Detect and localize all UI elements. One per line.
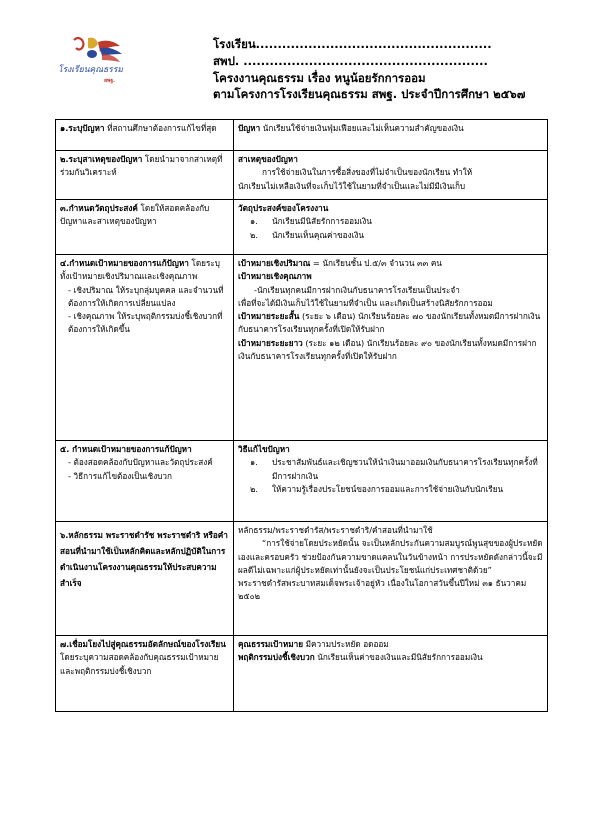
- item-text: นักเรียนมีนิสัยรักการออมเงิน: [272, 216, 372, 227]
- royal-quote: “การใช้จ่ายโดยประหยัดนั้น จะเป็นหลักประกันความสมบูรณ์พูนสุขของผู้ประหยัดเองและครอบครัว ช่วยป้องกันความขาดแคลนในวันข้างหน้า การประหยัดดังกล่าวนี้จะมีผลดีไม่เฉพาะแก่ผู้ประหยัดเท่านั้นยังจะเป็นประโยชน์แก่ประเทศชาติด้วย”: [238, 538, 543, 575]
- quote-source: พระราชดำรัสพระบาทสมเด็จพระเจ้าอยู่หัว เนื่องในโอกาสวันขึ้นปีใหม่ ๓๑ ธันวาคม ๒๕๐๒: [238, 578, 527, 602]
- item-number: ๑.: [250, 457, 258, 468]
- row7-label-bold: ๗.เชื่อมโยงไปสู่คุณธรรมอัตลักษณ์ของโรงเรียน: [60, 639, 226, 649]
- row3-content-title: วัตถุประสงค์ของโครงงาน: [238, 203, 329, 213]
- table-row: [56, 200, 548, 255]
- row5-label-bold: ๕. กำหนดเป้าหมายของการแก้ปัญหา: [60, 444, 192, 454]
- list-item: [238, 483, 543, 496]
- table-row: [56, 522, 548, 636]
- quality-goal-p1: -นักเรียนทุกคนมีการฝากเงินกับธนาคารโรงเรียนเป็นประจำ: [254, 284, 460, 295]
- long-term-goal-rest: (ระยะ ๑๒ เดือน) นักเรียนร้อยละ ๙๐ ของนักเรียนทั้งหมดมีการฝากเงินกับธนาคารโรงเรียนทุกครั้งที่เปิดให้รับฝาก: [238, 337, 537, 362]
- row2-label-bold: ๒.ระบุสาเหตุของปัญหา: [60, 154, 143, 164]
- logo-text: โรงเรียนคุณธรรม: [58, 65, 124, 75]
- row1-content-rest: นักเรียนใช้จ่ายเงินฟุ่มเฟือยและไม่เห็นความสำคัญของเงิน: [260, 123, 464, 133]
- positive-behavior-bold: พฤติกรรมบ่งชี้เชิงบวก: [238, 652, 315, 663]
- row6-content-p0: หลักธรรม/พระราชดำรัส/พระราชดำริ/คำสอนที่นำมาใช้: [238, 525, 433, 535]
- table-row: [56, 255, 548, 441]
- item-text: นักเรียนเห็นคุณค่าของเงิน: [272, 229, 364, 240]
- row5-label-bullet2: - วิธีการแก้ไขต้องเป็นเชิงบวก: [68, 470, 172, 481]
- target-virtue-rest: มีความประหยัด อดออม: [303, 639, 389, 649]
- project-subtitle: ตามโครงการโรงเรียนคุณธรรม สพฐ. ประจำปีการศึกษา ๒๕๖๗: [213, 87, 526, 102]
- short-term-goal-rest: (ระยะ ๖ เดือน) นักเรียนร้อยละ ๗๐ ของนักเรียนทั้งหมดมีการฝากเงินกับธนาคารโรงเรียนทุกครั้งที่เปิดให้รับฝาก: [238, 311, 541, 335]
- row2-content-p2: นักเรียนไม่เหลือเงินที่จะเก็บไว้ใช้ในยามที่จำเป็นและไม่มีมีเงินเก็บ: [238, 180, 466, 191]
- item-text: ประชาสัมพันธ์และเชิญชวนให้นำเงินมาออมเงินกับธนาคารโรงเรียนทุกครั้งที่มีการฝากเงิน: [272, 457, 538, 481]
- row7-label-rest: โดยระบุความสอดคล้องกับคุณธรรมเป้าหมายและพฤติกรรมบ่งชี้เชิงบวก: [60, 652, 219, 676]
- row1-content-bold: ปัญหา: [238, 123, 261, 133]
- row6-label-bold: ๖.หลักธรรม พระราชดำรัช พระราชดำริ หรือคำสอนที่นำมาใช้เป็นหลักคิดและหลักปฏิบัติในการดำเนินงานโครงงานคุณธรรมให้ประสบความสำเร็จ: [60, 530, 228, 588]
- row2-content-p1: การใช้จ่ายเงินในการซื้อสิ่งของที่ไม่จำเป็นของนักเรียน ทำให้: [262, 167, 473, 178]
- list-item: [238, 456, 543, 483]
- item-number: ๒.: [250, 483, 258, 494]
- row7-content-cell: [234, 636, 548, 712]
- long-term-goal-bold: เป้าหมายระยะยาว: [238, 337, 303, 348]
- row4-label-bold: ๔.กำหนดเป้าหมายของการแก้ปัญหา: [60, 258, 189, 268]
- table-row: [56, 441, 548, 522]
- row1-label-cell: [56, 120, 234, 151]
- row3-label-bold: ๓.กำหนดวัตถุประสงค์: [60, 203, 138, 213]
- row4-content-cell: [234, 255, 548, 441]
- row7-label-cell: [56, 636, 234, 712]
- school-logo: [52, 34, 136, 92]
- row3-label-cell: [56, 200, 234, 255]
- district-line: สพป. ........................................................: [213, 53, 488, 68]
- row3-label-rest: โดยให้สอดคล้องกับปัญหาและสาเหตุของปัญหา: [60, 203, 210, 227]
- item-number: ๒.: [250, 229, 258, 240]
- quantity-goal-bold: เป้าหมายเชิงปริมาณ: [238, 258, 311, 268]
- row2-content-cell: [234, 151, 548, 200]
- row2-label-cell: [56, 151, 234, 200]
- row1-label-bold: ๑.ระบุปัญหา: [60, 123, 105, 133]
- table-row: [56, 636, 548, 712]
- row3-content-cell: [234, 200, 548, 255]
- document-header: [213, 36, 573, 103]
- row6-label-cell: [56, 522, 234, 636]
- list-item: [238, 215, 543, 228]
- item-text: ให้ความรู้เรื่องประโยชน์ของการออมและการใช้จ่ายเงินกับนักเรียน: [272, 483, 504, 494]
- row5-label-bullet1: - ต้องสอดคล้องกับปัญหาและวัตถุประสงค์: [68, 457, 213, 468]
- short-term-goal-bold: เป้าหมายระยะสั้น: [238, 311, 300, 322]
- school-name-line: โรงเรียน......................................................: [213, 37, 492, 51]
- logo-subtext: สพฐ.: [104, 78, 116, 84]
- row5-label-cell: [56, 441, 234, 522]
- list-item: [238, 229, 543, 242]
- row4-label-bullet1: - เชิงปริมาณ ให้ระบุกลุ่มบุคคล และจำนวนที่ต้องการให้เกิดการเปลี่ยนแปลง: [68, 284, 224, 308]
- row5-content-title: วิธีแก้ไขปัญหา: [238, 444, 290, 454]
- row4-label-bullet2: - เชิงคุณภาพ ให้ระบุพฤติกรรมบ่งชี้เชิงบวกที่ต้องการให้เกิดขึ้น: [68, 311, 223, 335]
- table-row: [56, 151, 548, 200]
- row2-content-title: สาเหตุของปัญหา: [238, 154, 298, 164]
- target-virtue-bold: คุณธรรมเป้าหมาย: [238, 639, 304, 649]
- positive-behavior-rest: นักเรียนเห็นค่าของเงินและมีนิสัยรักการออมเงิน: [314, 652, 483, 663]
- row1-content-cell: [234, 120, 548, 151]
- row4-label-cell: [56, 255, 234, 441]
- row4-label-rest: โดยระบุทั้งเป้าหมายเชิงปริมาณและเชิงคุณภาพ: [60, 258, 220, 282]
- quantity-goal-rest: = นักเรียนชั้น ป.๕/๓ จำนวน ๓๓ คน: [310, 258, 442, 268]
- quality-goal-title: เป้าหมายเชิงคุณภาพ: [238, 271, 312, 282]
- row1-label-rest: ที่สถานศึกษาต้องการแก้ไขที่สุด: [104, 123, 217, 133]
- quality-goal-p2: เพื่อที่จะได้มีเงินเก็บไว้ใช้ในยามที่จำเป็น และเกิดเป็นสร้างนิสัยรักการออม: [238, 297, 493, 308]
- table-row: [56, 120, 548, 151]
- row6-content-cell: [234, 522, 548, 636]
- row2-label-rest: โดยนำมาจากสาเหตุที่ร่วมกันวิเคราะห์: [60, 154, 223, 178]
- item-number: ๑.: [250, 216, 258, 227]
- project-form-table: [55, 119, 548, 712]
- project-title: โครงงานคุณธรรม เรื่อง หนูน้อยรักการออม: [213, 70, 426, 85]
- row5-content-cell: [234, 441, 548, 522]
